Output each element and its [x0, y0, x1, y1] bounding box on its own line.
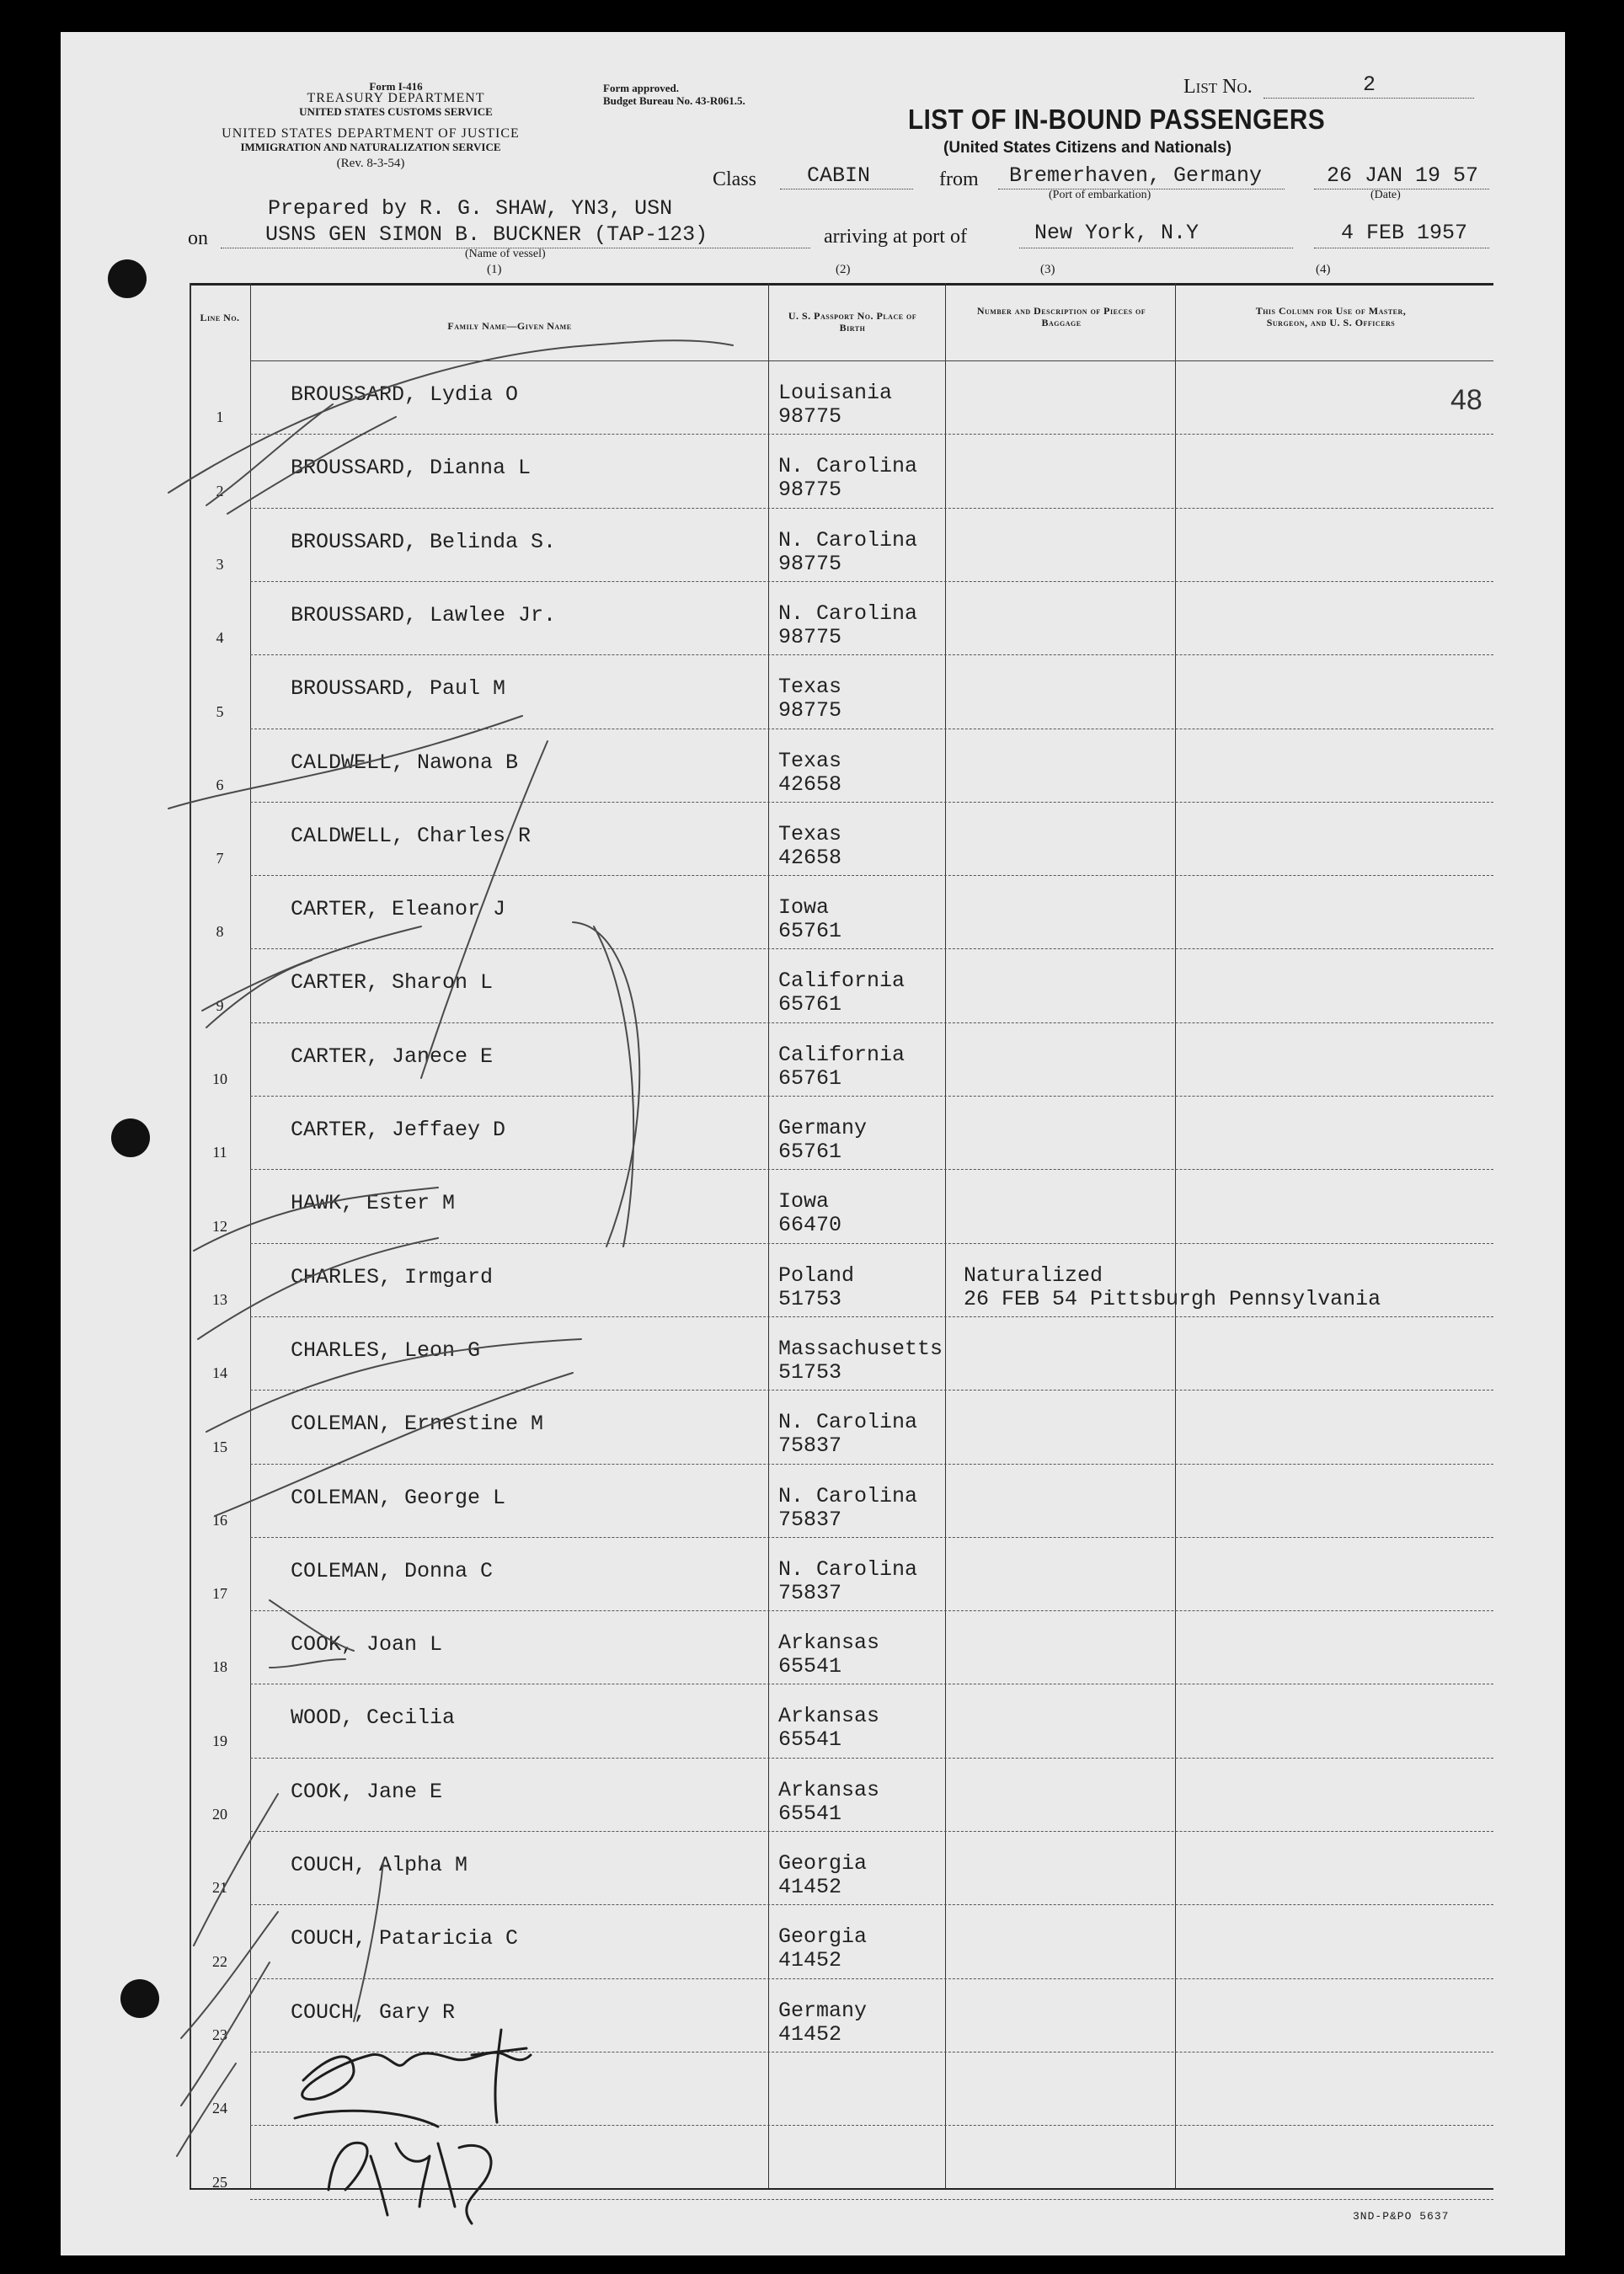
place-of-birth: Texas — [778, 821, 842, 846]
passenger-name: COUCH, Pataricia C — [291, 1926, 519, 1951]
place-of-birth: California — [778, 969, 905, 994]
passport-number: 98775 — [778, 698, 842, 723]
passport-number: 42658 — [778, 845, 842, 870]
line-number: 18 — [212, 1658, 227, 1676]
line-number: 6 — [216, 776, 224, 793]
passenger-name: WOOD, Cecilia — [291, 1706, 456, 1731]
line-number: 8 — [216, 923, 224, 941]
arriving-label: arriving at port of — [824, 226, 967, 248]
baggage-note: Naturalized — [964, 1262, 1103, 1288]
line-number: 20 — [212, 1806, 227, 1823]
passenger-name: BROUSSARD, Lawlee Jr. — [291, 602, 557, 627]
place-of-birth: Texas — [778, 675, 842, 700]
passenger-name: CARTER, Sharon L — [291, 970, 494, 996]
passport-number: 75837 — [778, 1433, 842, 1459]
passenger-name: BROUSSARD, Dianna L — [291, 456, 532, 481]
form-subtitle: (United States Citizens and Nationals) — [943, 139, 1232, 157]
arrival-port-value: New York, N.Y — [1034, 221, 1199, 245]
passport-number: 41452 — [778, 2021, 842, 2047]
passport-number: 42658 — [778, 771, 842, 797]
place-of-birth: Louisania — [778, 381, 893, 405]
vessel-value: USNS GEN SIMON B. BUCKNER (TAP-123) — [265, 222, 708, 247]
place-of-birth: Texas — [778, 748, 842, 773]
place-of-birth: Poland — [778, 1262, 855, 1288]
revision-date: (Rev. 8-3-54) — [336, 157, 405, 170]
passenger-name: COLEMAN, George L — [291, 1485, 506, 1510]
passenger-name: COUCH, Alpha M — [291, 1853, 468, 1877]
customs-service: UNITED STATES CUSTOMS SERVICE — [299, 105, 493, 118]
passenger-name: CALDWELL, Nawona B — [291, 750, 519, 775]
col-number-2: (2) — [836, 263, 851, 276]
passenger-name: COOK, Joan L — [291, 1632, 443, 1657]
embark-caption: (Port of embarkation) — [1049, 189, 1151, 201]
baggage-note-detail: 26 FEB 54 Pittsburgh Pennsylvania — [964, 1286, 1381, 1311]
passport-number: 98775 — [778, 624, 842, 649]
header-line-no: Line No. — [200, 312, 240, 323]
place-of-birth: Arkansas — [778, 1631, 880, 1656]
list-no-value: 2 — [1363, 72, 1376, 97]
place-of-birth: N. Carolina — [778, 601, 918, 626]
passenger-name: CARTER, Janece E — [291, 1044, 494, 1069]
line-number: 9 — [216, 996, 224, 1014]
passenger-name: COLEMAN, Ernestine M — [291, 1412, 544, 1437]
line-number: 2 — [216, 482, 224, 499]
form-number: Form I-416 — [369, 80, 423, 93]
place-of-birth: Germany — [778, 1998, 868, 2023]
passport-number: 65761 — [778, 1140, 842, 1164]
class-value: CABIN — [807, 163, 871, 188]
arrival-date-value: 4 FEB 1957 — [1341, 221, 1468, 245]
line-number: 13 — [212, 1290, 227, 1308]
passenger-name: CHARLES, Irmgard — [291, 1264, 494, 1289]
officer-count-annotation: 48 — [1450, 384, 1482, 416]
passport-number: 51753 — [778, 1359, 842, 1385]
header-baggage: Number and Description of Pieces of Baggage — [976, 305, 1146, 328]
line-number: 21 — [212, 1879, 227, 1897]
line-number: 7 — [216, 850, 224, 867]
passport-number: 75837 — [778, 1580, 842, 1605]
passenger-name: COOK, Jane E — [291, 1779, 443, 1804]
line-number: 22 — [212, 1952, 227, 1970]
place-of-birth: N. Carolina — [778, 1410, 918, 1435]
place-of-birth: N. Carolina — [778, 527, 918, 552]
treasury-dept: TREASURY DEPARTMENT — [307, 91, 485, 105]
passport-number: 65541 — [778, 1801, 842, 1826]
class-label: Class — [713, 168, 757, 190]
place-of-birth: Germany — [778, 1116, 868, 1140]
passenger-name: HAWK, Ester M — [291, 1191, 456, 1216]
col-number-3: (3) — [1040, 263, 1055, 276]
passenger-name: CHARLES, Leon G — [291, 1337, 481, 1363]
line-number: 19 — [212, 1732, 227, 1749]
embark-date-value: 26 JAN 19 57 — [1327, 163, 1479, 188]
date-caption: (Date) — [1370, 189, 1401, 201]
col-number-4: (4) — [1316, 263, 1331, 276]
place-of-birth: Massachusetts — [778, 1336, 943, 1361]
embark-port-value: Bremerhaven, Germany — [1009, 163, 1263, 188]
from-label: from — [939, 168, 979, 190]
line-number: 24 — [212, 2100, 227, 2117]
passenger-name: BROUSSARD, Lydia O — [291, 382, 519, 407]
passport-number: 65541 — [778, 1727, 842, 1753]
passport-number: 65761 — [778, 992, 842, 1017]
line-number: 5 — [216, 702, 224, 720]
passenger-name: COLEMAN, Donna C — [291, 1558, 494, 1583]
passport-number: 65761 — [778, 919, 842, 944]
ins-service: IMMIGRATION AND NATURALIZATION SERVICE — [240, 141, 501, 153]
place-of-birth: Iowa — [778, 1189, 830, 1214]
form-title: LIST OF IN-BOUND PASSENGERS — [908, 104, 1326, 135]
printer-code: 3ND-P&PO 5637 — [1353, 2210, 1450, 2223]
passenger-name: CARTER, Eleanor J — [291, 897, 506, 922]
place-of-birth: N. Carolina — [778, 1556, 918, 1582]
vessel-caption: (Name of vessel) — [465, 248, 546, 260]
line-number: 15 — [212, 1438, 227, 1455]
line-number: 14 — [212, 1364, 227, 1382]
passport-number: 41452 — [778, 1948, 842, 1973]
place-of-birth: Iowa — [778, 895, 830, 921]
passport-number: 98775 — [778, 404, 842, 429]
line-number: 12 — [212, 1217, 227, 1235]
passport-number: 65761 — [778, 1065, 842, 1091]
line-number: 1 — [216, 408, 224, 426]
line-number: 3 — [216, 555, 224, 573]
passport-number: 75837 — [778, 1507, 842, 1532]
passenger-name: CARTER, Jeffaey D — [291, 1118, 506, 1142]
place-of-birth: N. Carolina — [778, 1483, 918, 1508]
place-of-birth: Arkansas — [778, 1704, 880, 1729]
passenger-name: CALDWELL, Charles R — [291, 823, 532, 848]
passport-number: 66470 — [778, 1213, 842, 1238]
place-of-birth: N. Carolina — [778, 454, 918, 479]
passenger-name: BROUSSARD, Paul M — [291, 676, 506, 702]
place-of-birth: Georgia — [778, 1924, 868, 1950]
justice-dept: UNITED STATES DEPARTMENT OF JUSTICE — [222, 126, 520, 141]
budget-bureau: Budget Bureau No. 43-R061.5. — [603, 94, 745, 107]
passport-number: 65541 — [778, 1654, 842, 1679]
place-of-birth: California — [778, 1042, 905, 1067]
line-number: 10 — [212, 1070, 227, 1087]
passport-number: 51753 — [778, 1286, 842, 1311]
col-number-1: (1) — [487, 263, 502, 276]
place-of-birth: Arkansas — [778, 1777, 880, 1802]
place-of-birth: Georgia — [778, 1851, 868, 1876]
line-number: 23 — [212, 2026, 227, 2043]
line-number: 16 — [212, 1511, 227, 1529]
passport-number: 41452 — [778, 1875, 842, 1899]
header-passport: U. S. Passport No. Place of Birth — [788, 310, 917, 334]
line-number: 25 — [212, 2173, 227, 2191]
passport-number: 98775 — [778, 478, 842, 503]
passport-number: 98775 — [778, 551, 842, 576]
on-label: on — [188, 227, 208, 249]
prepared-by: Prepared by R. G. SHAW, YN3, USN — [268, 196, 673, 221]
line-number: 4 — [216, 629, 224, 647]
header-officers: This Column for Use of Master, Surgeon, and U. S. Officers — [1255, 305, 1407, 328]
passenger-name: BROUSSARD, Belinda S. — [291, 529, 557, 554]
header-name: Family Name—Given Name — [447, 320, 572, 332]
passenger-name: COUCH, Gary R — [291, 1999, 456, 2025]
line-number: 11 — [212, 1144, 227, 1161]
line-number: 17 — [212, 1585, 227, 1603]
list-no-label: List No. — [1183, 76, 1253, 98]
form-approved: Form approved. — [603, 82, 680, 94]
